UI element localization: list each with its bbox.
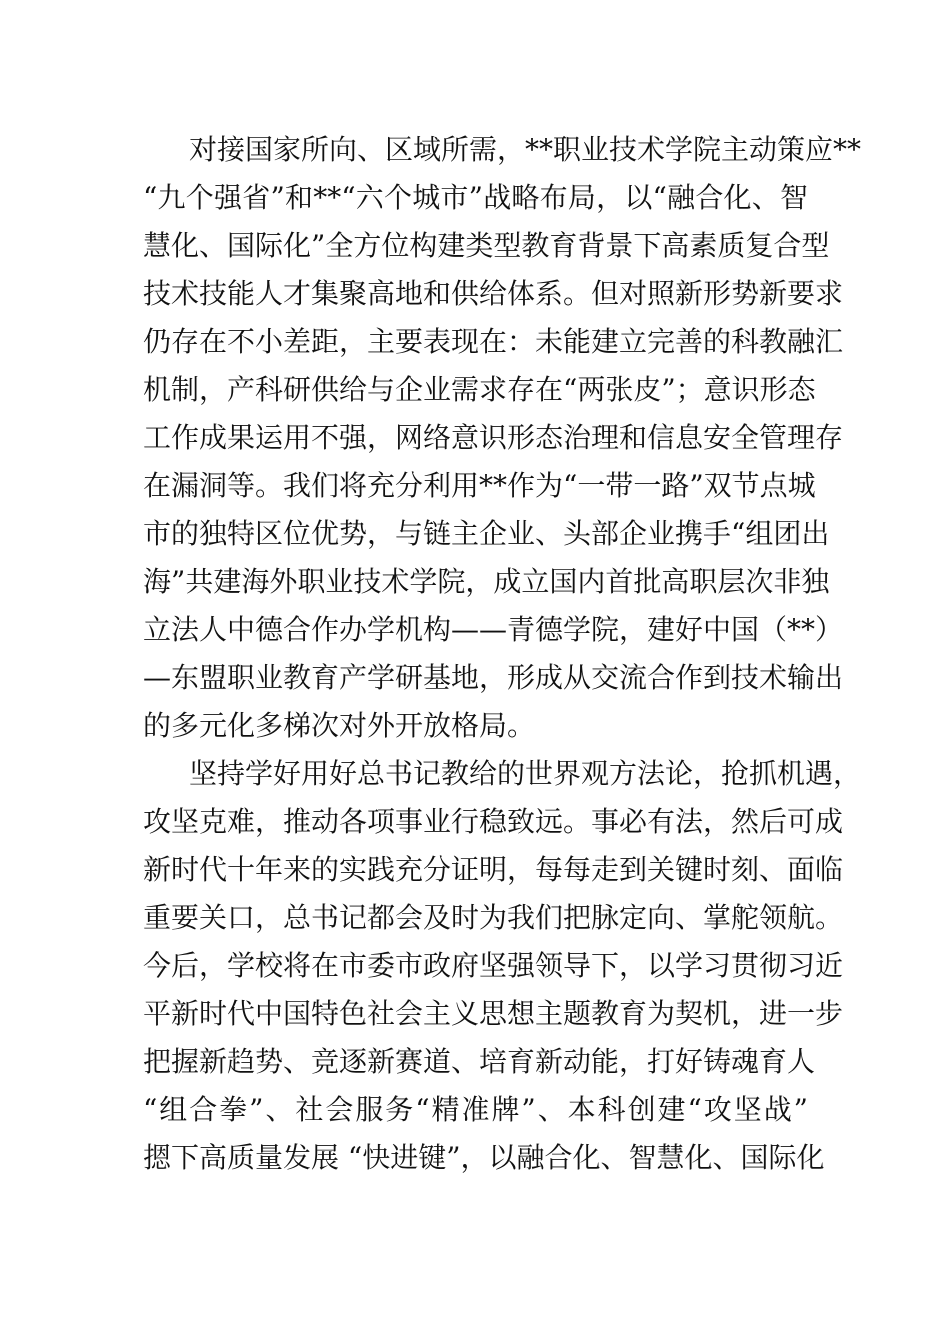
text-line: 立法人中德合作办学机构——青德学院，建好中国（**） — [143, 613, 844, 646]
text-line: 攻坚克难，推动各项事业行稳致远。事必有法，然后可成 — [143, 805, 844, 838]
text-line: 工作成果运用不强，网络意识形态治理和信息安全管理存 — [143, 421, 844, 454]
text-line: “组合拳”、社会服务“精准牌”、本科创建“攻坚战” — [143, 1093, 808, 1126]
text-line: 慧化、国际化”全方位构建类型教育背景下高素质复合型 — [143, 229, 830, 262]
text-line: 新时代十年来的实践充分证明，每每走到关键时刻、面临 — [143, 853, 844, 886]
text-line: 技术技能人才集聚高地和供给体系。但对照新形势新要求 — [143, 277, 844, 310]
text-line: “九个强省”和**“六个城市”战略布局，以“融合化、智 — [143, 181, 808, 214]
text-line: 重要关口，总书记都会及时为我们把脉定向、掌舵领航。 — [143, 901, 844, 934]
text-line: 在漏洞等。我们将充分利用**作为“一带一路”双节点城 — [143, 469, 816, 502]
text-line: —东盟职业教育产学研基地，形成从交流合作到技术输出 — [143, 661, 844, 694]
text-line: 摁下高质量发展 “快进键”，以融合化、智慧化、国际化 — [143, 1141, 825, 1174]
text-line: 平新时代中国特色社会主义思想主题教育为契机，进一步 — [143, 997, 844, 1030]
text-line: 把握新趋势、竞逐新赛道、培育新动能，打好铸魂育人 — [143, 1045, 816, 1078]
text-line: 今后，学校将在市委市政府坚强领导下，以学习贯彻习近 — [143, 949, 844, 982]
text-line: 坚持学好用好总书记教给的世界观方法论，抢抓机遇， — [189, 757, 862, 790]
text-line: 的多元化多梯次对外开放格局。 — [143, 709, 536, 742]
text-line: 仍存在不小差距，主要表现在：未能建立完善的科教融汇 — [143, 325, 844, 358]
text-line: 机制，产科研供给与企业需求存在“两张皮”；意识形态 — [143, 373, 816, 406]
text-line: 对接国家所向、区域所需，**职业技术学院主动策应** — [189, 133, 862, 166]
text-line: 市的独特区位优势，与链主企业、头部企业携手“组团出 — [143, 517, 830, 550]
text-line: 海”共建海外职业技术学院，成立国内首批高职层次非独 — [143, 565, 830, 598]
